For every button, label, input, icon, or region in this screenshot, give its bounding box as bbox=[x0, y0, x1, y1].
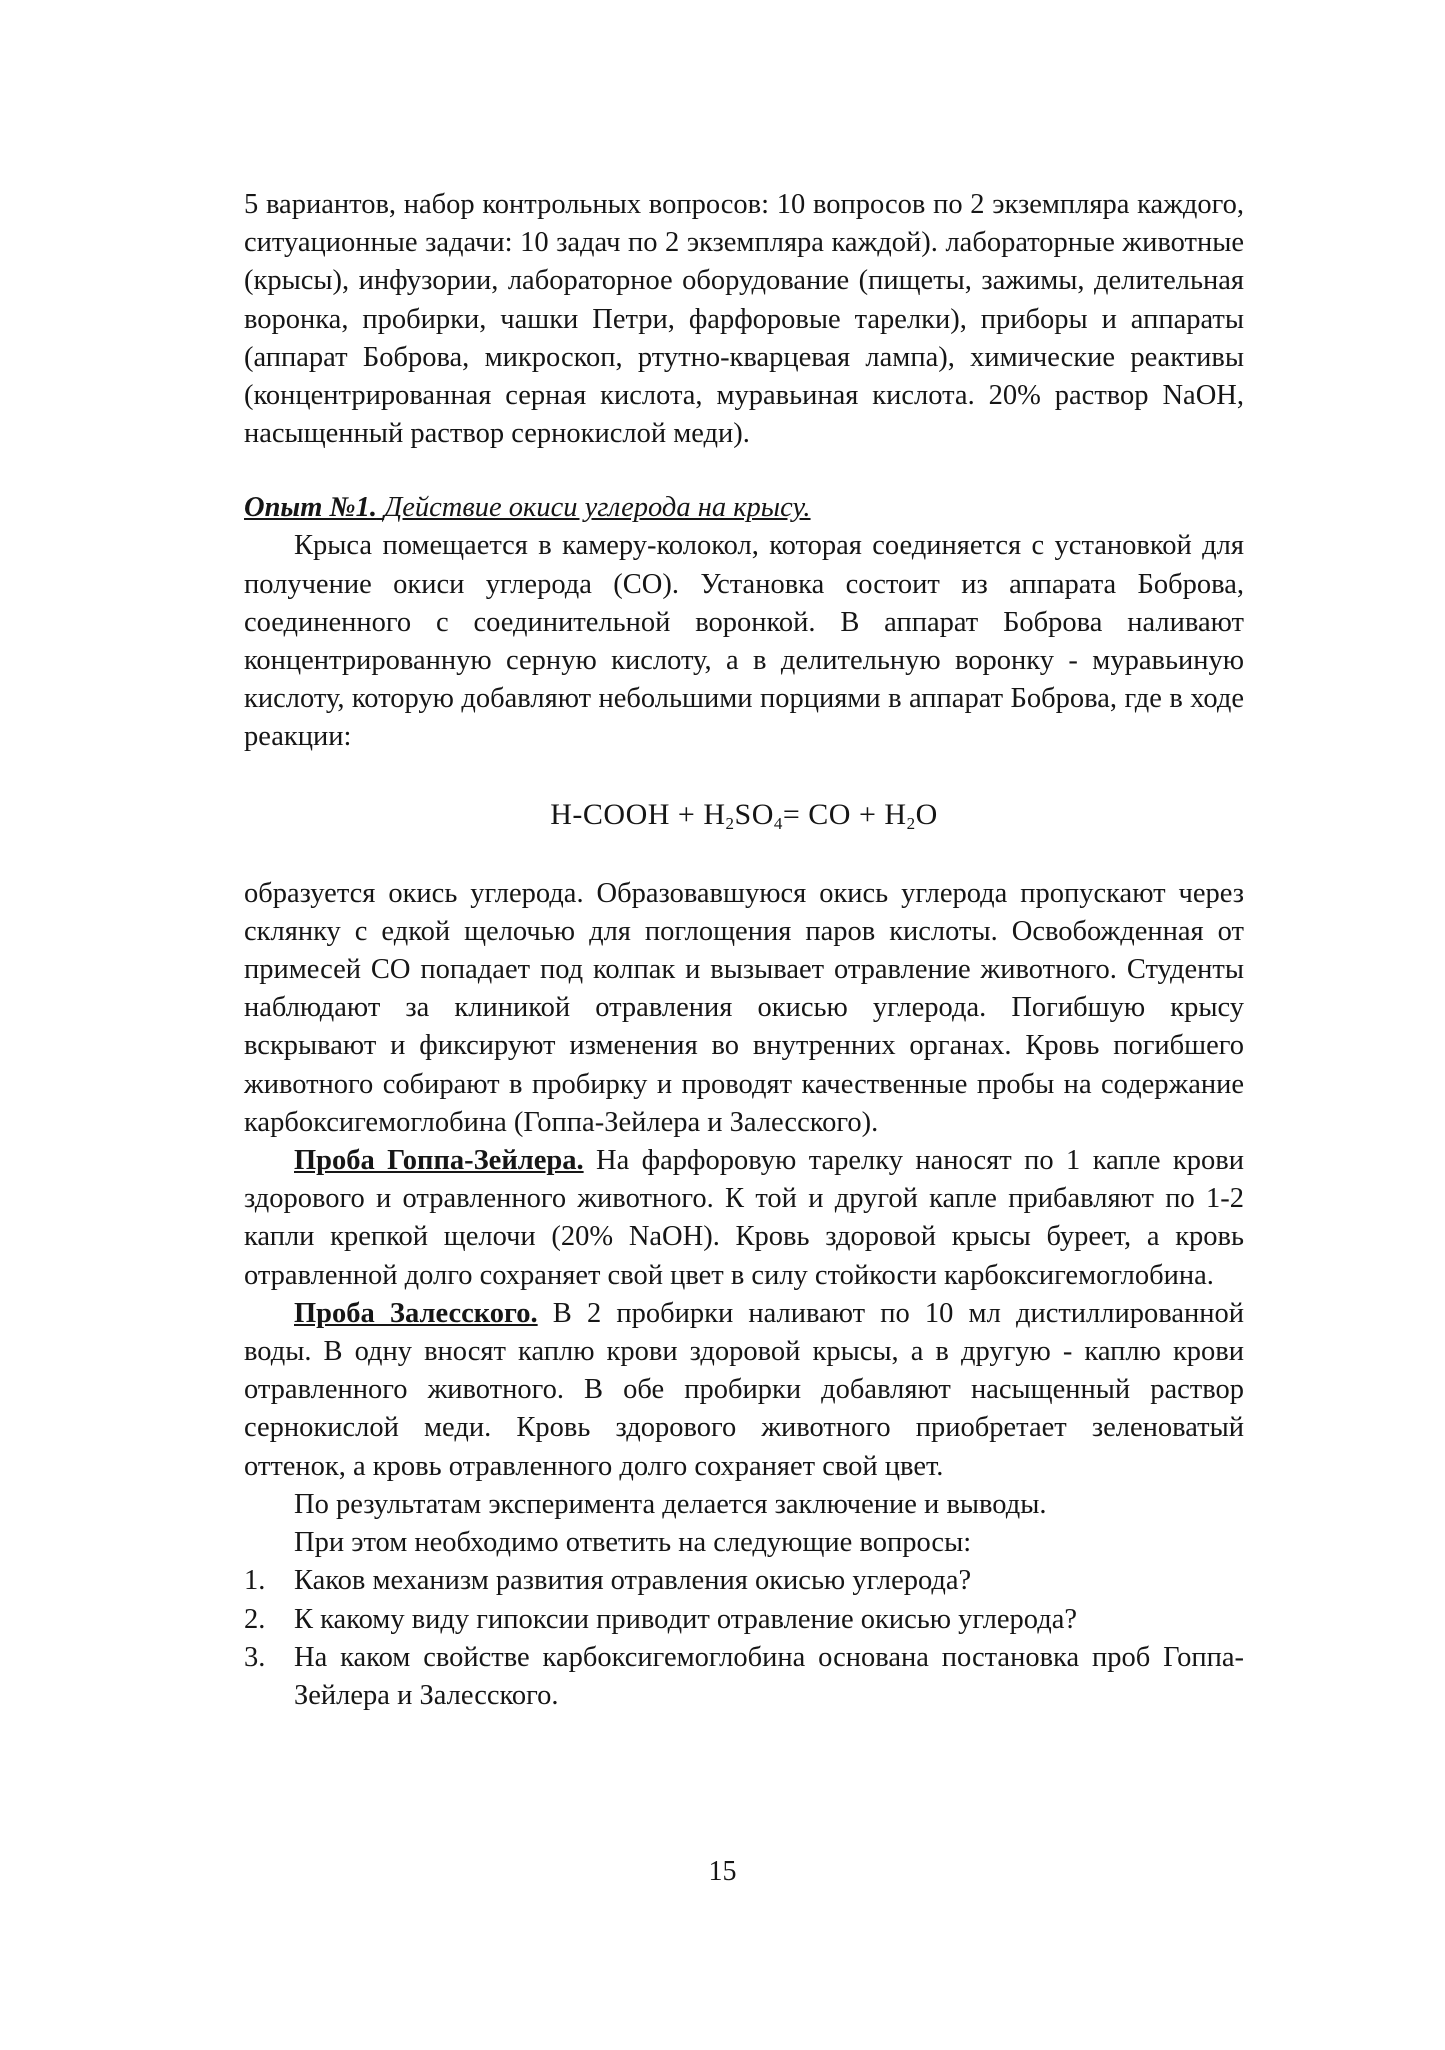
formula-subscript: 4 bbox=[773, 813, 783, 833]
question-number: 3. bbox=[244, 1641, 266, 1673]
reaction-formula bbox=[244, 795, 1244, 835]
hoppe-seyler-test-paragraph bbox=[244, 1142, 1244, 1295]
formula-subscript: 2 bbox=[906, 813, 916, 833]
zalessky-test-paragraph bbox=[244, 1295, 1244, 1486]
formula-part: O bbox=[915, 797, 938, 831]
experiment-number: Опыт №1. bbox=[244, 492, 377, 524]
formula-part: = CO + H bbox=[782, 797, 907, 831]
experiment-title: Действие окиси углерода на крысу. bbox=[384, 492, 811, 524]
formula-part: H-COOH + H bbox=[550, 797, 726, 831]
conclusion-paragraph: По результатам эксперимента делается заключение и выводы. bbox=[294, 1488, 1047, 1520]
formula-subscript: 2 bbox=[725, 813, 735, 833]
question-item bbox=[244, 1601, 1244, 1639]
question-text: Каков механизм развития отравления окисью углерода? bbox=[294, 1565, 972, 1597]
experiment-heading bbox=[244, 489, 1244, 527]
question-number: 1. bbox=[244, 1565, 266, 1597]
hoppe-seyler-test-text: На фарфоровую тарелку наносят по 1 капле крови здорового и отравленного животного. К той и другой капле прибавляют по 1-2 капли крепкой щелочи (20% NaOH). Кровь здоровой крысы буреет, а кровь отравленной долго сохраняет свой цвет в силу стойкости карбоксигемоглобина. bbox=[244, 1145, 1244, 1291]
zalessky-test-heading: Проба Залесского. bbox=[294, 1297, 538, 1329]
question-number: 2. bbox=[244, 1603, 266, 1635]
document-page bbox=[244, 186, 1244, 1715]
question-item bbox=[244, 1562, 1244, 1600]
experiment-paragraph-result: образуется окись углерода. Образовавшуюся окись углерода пропускают через склянку с едкой щелочью для поглощения паров кислоты. Освобожденная от примесей СО попадает под колпак и вызывает отравление животного. Студенты наблюдают за клиникой отравления окисью углерода. Погибшую крысу вскрывают и фиксируют изменения во внутренних органах. Кровь погибшего животного собирают в пробирку и проводят качественные пробы на содержание карбоксигемоглобина (Гоппа-Зейлера и Залесского). bbox=[244, 877, 1244, 1138]
zalessky-test-text: В 2 пробирки наливают по 10 мл дистиллированной воды. В одну вносят каплю крови здоровой крысы, а в другую - каплю крови отравленного животного. В обе пробирки добавляют насыщенный раствор сернокислой меди. Кровь здорового животного приобретает зеленоватый оттенок, а кровь отравленного долго сохраняет свой цвет. bbox=[244, 1297, 1244, 1482]
intro-paragraph: 5 вариантов, набор контрольных вопросов: 10 вопросов по 2 экземпляра каждого, ситуационные задачи: 10 задач по 2 экземпляра каждой). лабораторные животные (крысы), инфузории, лабораторное оборудование (пищеты, зажимы, делительная воронка, пробирки, чашки Петри, фарфоровые тарелки), приборы и аппараты (аппарат Боброва, микроскоп, ртутно-кварцевая лампа), химические реактивы (концентрированная серная кислота, муравьиная кислота. 20% раствор NaOH, насыщенный раствор сернокислой меди). bbox=[244, 189, 1244, 450]
hoppe-seyler-test-heading: Проба Гоппа-Зейлера. bbox=[294, 1145, 584, 1177]
question-text: На каком свойстве карбоксигемоглобина основана постановка проб Гоппа-Зейлера и Залесского. bbox=[294, 1641, 1244, 1711]
page-number: 15 bbox=[708, 1856, 737, 1887]
questions-intro: При этом необходимо ответить на следующие вопросы: bbox=[294, 1527, 972, 1559]
formula-part: SO bbox=[734, 797, 774, 831]
question-text: К какому виду гипоксии приводит отравление окисью углерода? bbox=[294, 1603, 1077, 1635]
experiment-paragraph-setup: Крыса помещается в камеру-колокол, которая соединяется с установкой для получение окиси углерода (СО). Установка состоит из аппарата Боброва, соединенного с соединительной воронкой. В аппарат Боброва наливают концентрированную серную кислоту, а в делительную воронку - муравьиную кислоту, которую добавляют небольшими порциями в аппарат Боброва, где в ходе реакции: bbox=[244, 530, 1244, 753]
questions-list bbox=[244, 1562, 1244, 1715]
question-item bbox=[244, 1639, 1244, 1715]
